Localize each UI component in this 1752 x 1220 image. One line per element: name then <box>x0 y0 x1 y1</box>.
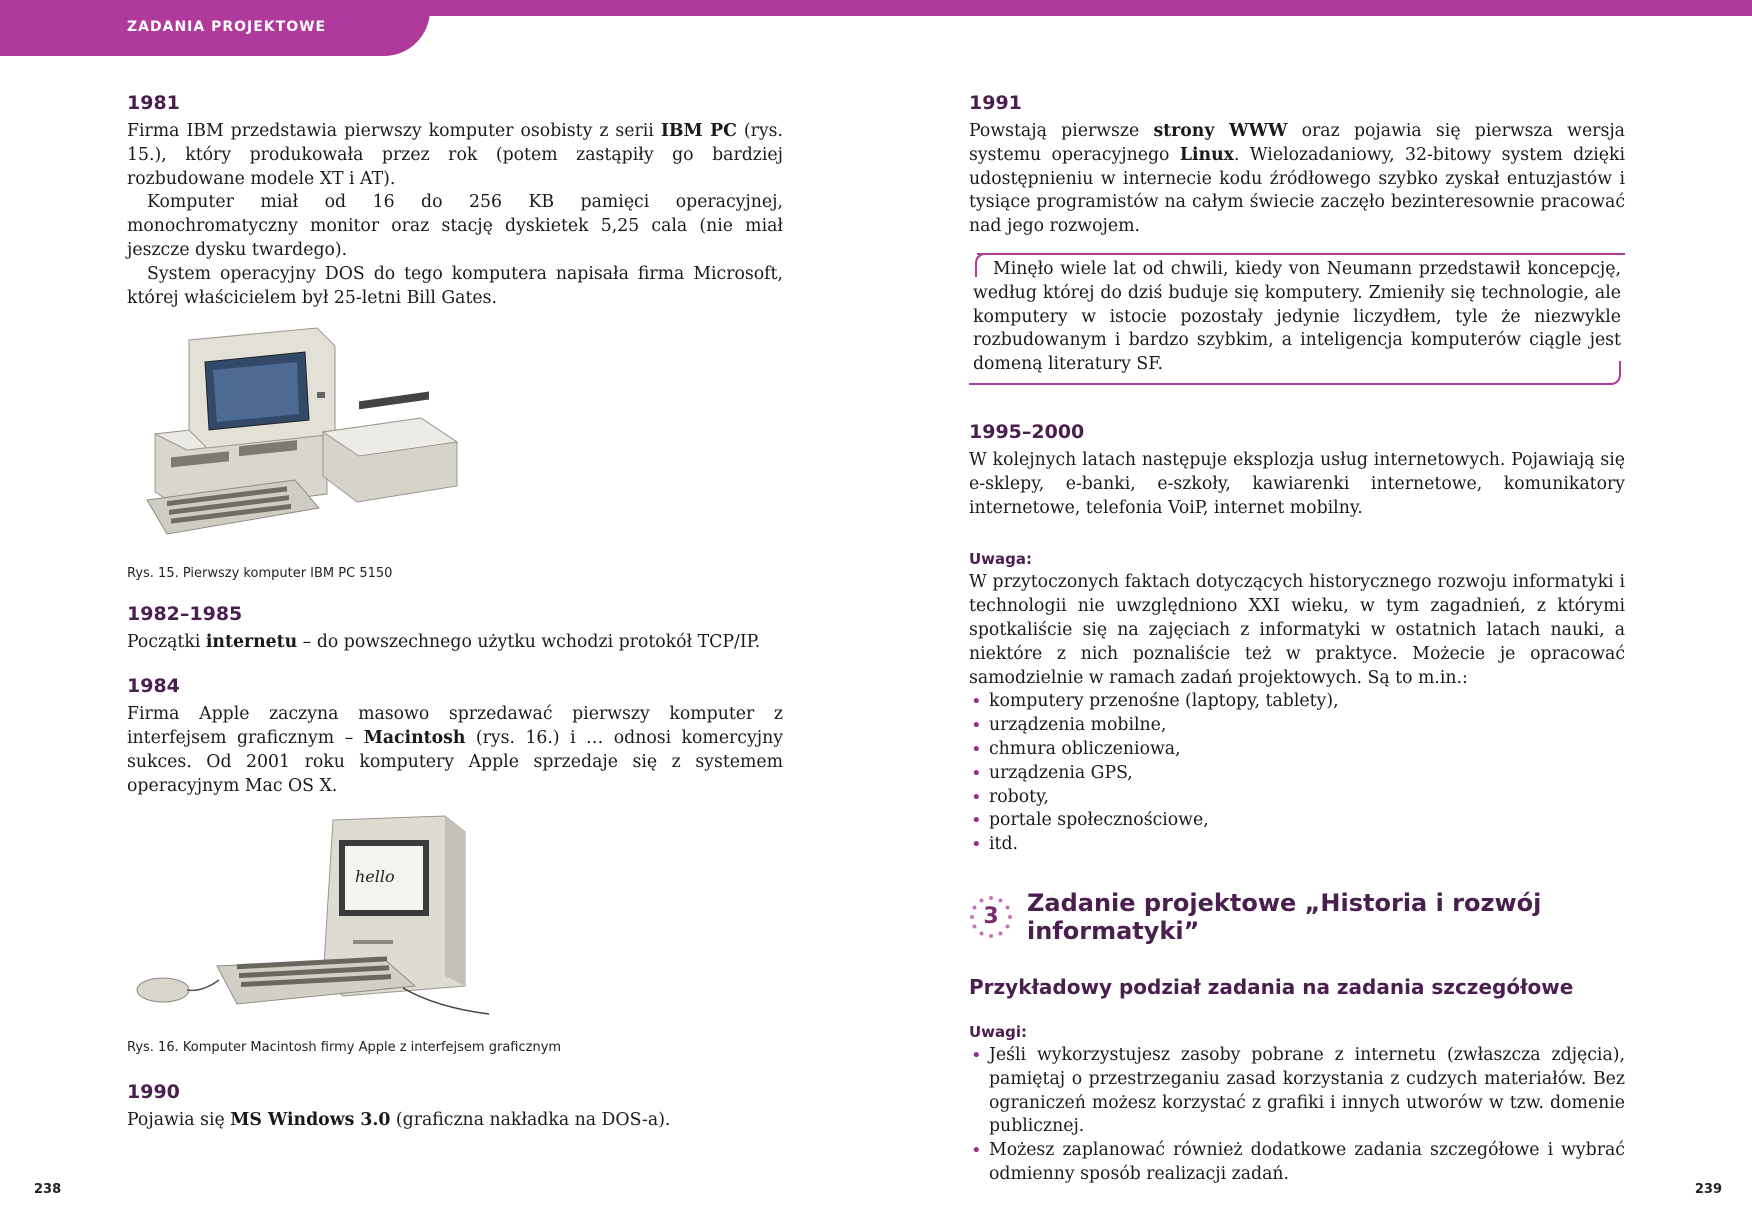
list-item: • urządzenia GPS, <box>969 762 1625 786</box>
year-1984: 1984 <box>127 675 180 698</box>
list-item: • Możesz zaplanować również dodatkowe zadania szczegółowe i wybrać odmienny sposób realizacji zadań. <box>969 1139 1625 1187</box>
paragraph-1991-www-linux: Powstają pierwsze strony WWW oraz pojawia się pierwsza wersja systemu operacyjnego Linux. Wielozadaniowy, 32-bitowy system dzięki udostępnieniu w internecie kodu źródłowego szybko zyskał entuzjastów i tysiące programistów na całym świecie zaczęło bezinteresownie pracować nad jego rozwojem. <box>969 121 1626 237</box>
year-1991: 1991 <box>969 92 1022 114</box>
paragraph-1981-memory: Komputer miał od 16 do 256 KB pamięci operacyjnej, monochromatyczny monitor oraz stację dyskietek 5,25 cala (nie miał jeszcze dysku twardego). <box>127 192 783 260</box>
list-item: • itd. <box>969 833 1625 857</box>
note-bottom-border <box>969 383 1613 385</box>
paragraph-1990-windows: Pojawia się MS Windows 3.0 (graficzna nakładka na DOS-a). <box>127 1110 671 1131</box>
year-1982-1985: 1982–1985 <box>127 603 243 626</box>
note-text: Minęło wiele lat od chwili, kiedy von Neumann przedstawił koncepcję, według której do dziś buduje się komputery. Zmieniły się technologie, ale komputery w istocie pozostały jedynie liczydłem, tyle że niezwykle rozbudowanym i bardzo szybkim, a inteligencja komputerów ciągle jest domeną literatury SF. <box>973 258 1621 375</box>
note-top-hook <box>975 253 987 277</box>
uwaga-text: W przytoczonych faktach dotyczących historycznego rozwoju informatyki i technologii nie uwzględniono XXI wieku, w tym zagadnień, z którymi spotkaliście się na zajęciach z informatyki w ostatnich latach nauki, a niektóre z nich poznaliście też w praktyce. Możecie je opracować samodzielnie w ramach zadań projektowych. Są to m.in.: <box>969 572 1625 688</box>
list-item: • komputery przenośne (laptopy, tablety), <box>969 690 1625 714</box>
year-1981: 1981 <box>127 92 180 114</box>
list-item: • chmura obliczeniowa, <box>969 738 1625 762</box>
xxi-century-topics-list <box>969 690 1625 857</box>
page-number-right: 239 <box>1694 1182 1722 1197</box>
page-number-left: 238 <box>34 1182 62 1197</box>
figure-16-caption: Rys. 16. Komputer Macintosh firmy Apple z interfejsem graficznym <box>127 1040 562 1056</box>
paragraph-1984-macintosh: Firma Apple zaczyna masowo sprzedawać pierwszy komputer z interfejsem graficznym – Macintosh (rys. 16.) i … odnosi komercyjny sukces. Od 2001 roku komputery Apple sprzedaje się z systemem operacyjnym Mac OS X. <box>127 704 784 796</box>
right-column <box>969 92 1625 1187</box>
uwagi-label: Uwagi: <box>969 1022 1028 1041</box>
task-title: Zadanie projektowe „Historia i rozwój informatyki” <box>1027 888 1542 945</box>
list-item: • Jeśli wykorzystujesz zasoby pobrane z internetu (zwłaszcza zdjęcia), pamiętaj o przestrzeganiu zasad korzystania z cudzych materiałów. Bez ograniczeń możesz korzystać z grafiki i innych utworów w tzw. domenie publicznej. <box>969 1044 1625 1139</box>
ibm-pc-photo <box>127 322 517 562</box>
highlighted-note <box>969 253 1625 385</box>
mac-screen-text: hello <box>355 867 395 887</box>
paragraph-1981-dos: System operacyjny DOS do tego komputera napisała firma Microsoft, której właścicielem był 25-letni Bill Gates. <box>127 263 783 308</box>
paragraph-1995-internet-services: W kolejnych latach następuje eksplozja usług internetowych. Pojawiają się e-sklepy, e-banki, e-szkoły, kawiarenki internetowe, komunikatory internetowe, telefonia VoiP, internet mobilny. <box>969 449 1625 518</box>
macintosh-photo <box>127 810 527 1032</box>
paragraph-1981-ibm: Firma IBM przedstawia pierwszy komputer osobisty z serii IBM PC (rys. 15.), który produkowała przez rok (potem zastąpiły go bardziej rozbudowane modele XT i AT). <box>127 121 783 189</box>
paragraph-1982-internet: Początki internetu – do powszechnego użytku wchodzi protokół TCP/IP. <box>127 632 761 653</box>
task-number-badge <box>969 895 1013 939</box>
figure-15-caption: Rys. 15. Pierwszy komputer IBM PC 5150 <box>127 566 393 582</box>
section-label: ZADANIA PROJEKTOWE <box>127 19 327 35</box>
note-top-border <box>977 253 1625 255</box>
year-1990: 1990 <box>127 1081 180 1104</box>
task-number: 3 <box>983 904 999 930</box>
subtasks-heading: Przykładowy podział zadania na zadania szczegółowe <box>969 974 1574 999</box>
list-item: • portale społecznościowe, <box>969 809 1625 833</box>
left-column <box>127 92 783 1133</box>
note-bottom-hook <box>1609 361 1621 385</box>
list-item: • urządzenia mobilne, <box>969 714 1625 738</box>
list-item: • roboty, <box>969 786 1625 810</box>
uwagi-list <box>969 1044 1625 1187</box>
year-1995-2000: 1995–2000 <box>969 420 1085 443</box>
uwaga-label: Uwaga: <box>969 550 1033 569</box>
task-heading <box>969 889 1625 945</box>
